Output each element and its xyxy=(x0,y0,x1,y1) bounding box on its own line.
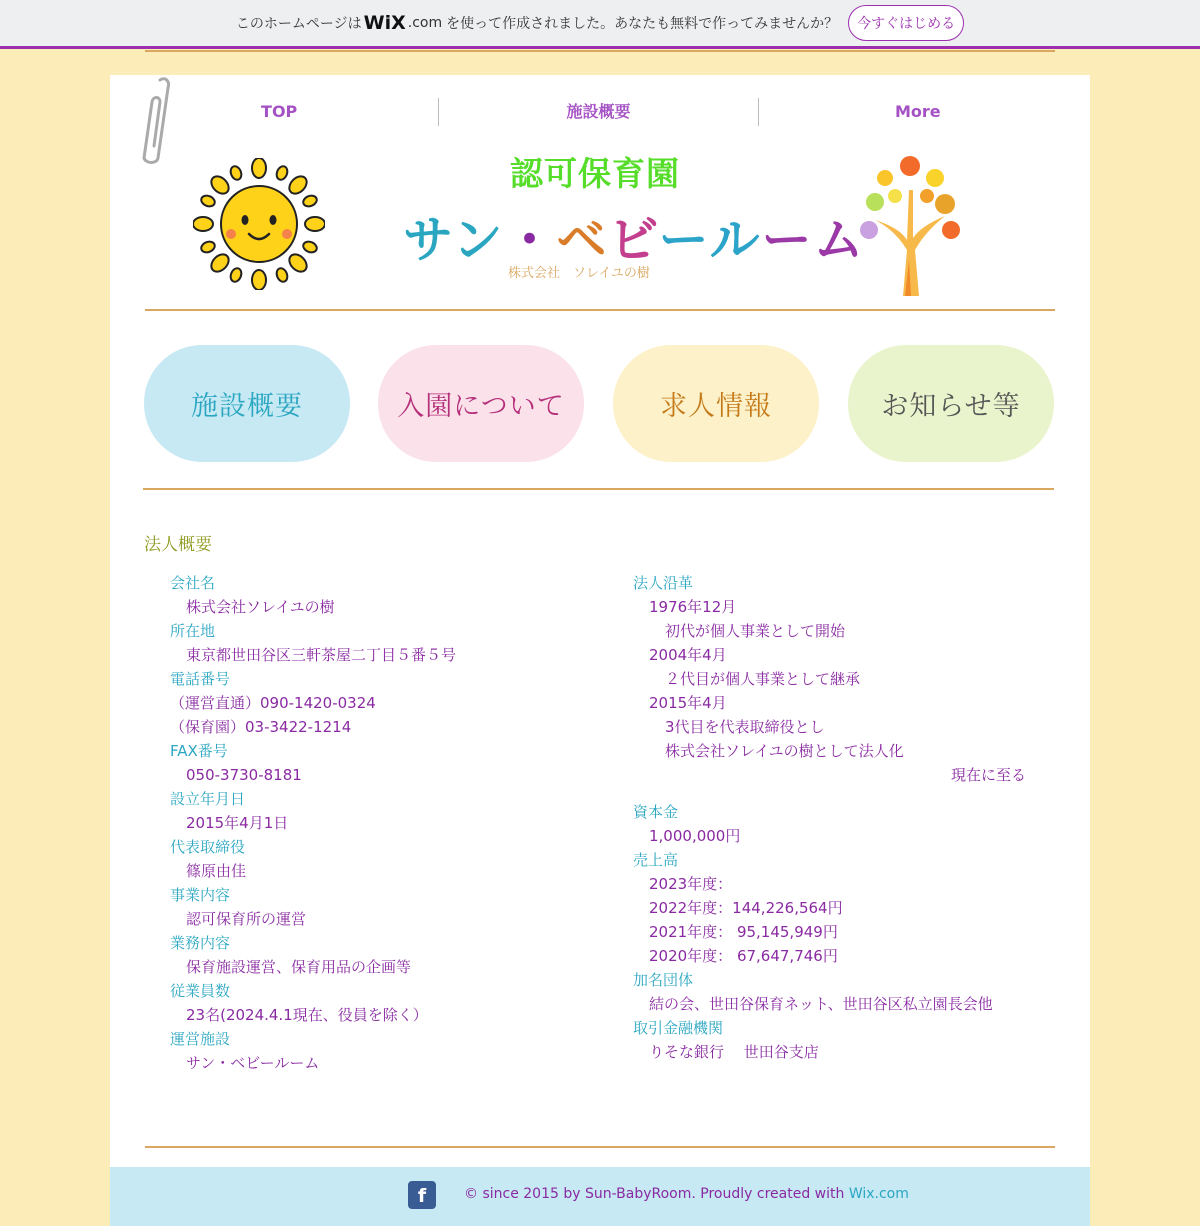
news-button[interactable]: お知らせ等 xyxy=(848,345,1054,462)
nav-top[interactable]: TOP xyxy=(261,102,298,121)
work-value: 保育施設運営、保育用品の企画等 xyxy=(186,958,412,976)
ceo-value: 篠原由佳 xyxy=(186,862,247,880)
title-part: ベ xyxy=(556,211,609,269)
fax-label: FAX番号 xyxy=(170,742,228,760)
footer-divider xyxy=(145,1146,1055,1148)
top-divider xyxy=(145,50,1055,52)
sales-row: 2022年度：144,226,564円 xyxy=(649,899,843,917)
spacer xyxy=(633,787,1026,800)
address-value: 東京都世田谷区三軒茶屋二丁目５番５号 xyxy=(186,646,457,664)
staff-value: 23名(2024.4.1現在、役員を除く） xyxy=(186,1006,428,1024)
top-nav xyxy=(120,98,1077,126)
tree-icon xyxy=(855,150,965,296)
wix-link[interactable]: Wix.com xyxy=(848,1186,909,1202)
history-text: 3代目を代表取締役とし xyxy=(665,718,825,736)
wix-banner xyxy=(0,0,1200,49)
admission-button[interactable]: 入園について xyxy=(378,345,584,462)
phone-label: 電話番号 xyxy=(170,670,231,688)
company-info-right xyxy=(633,571,1026,1064)
history-date: 1976年12月 xyxy=(649,598,737,616)
founded-label: 設立年月日 xyxy=(170,790,246,808)
facility-value: サン・ベビールーム xyxy=(186,1054,320,1072)
fax-value: 050-3730-8181 xyxy=(186,766,302,784)
history-date: 2004年4月 xyxy=(649,646,727,664)
business-value: 認可保育所の運営 xyxy=(186,910,307,928)
sun-icon xyxy=(193,158,325,290)
wix-logo[interactable]: WiX xyxy=(363,12,406,34)
capital-label: 資本金 xyxy=(633,803,679,821)
history-text: 初代が個人事業として開始 xyxy=(665,622,846,640)
company-info-left xyxy=(170,571,590,1075)
wix-logo-tld: .com xyxy=(407,15,443,31)
capital-value: 1,000,000円 xyxy=(649,827,741,845)
history-text: 株式会社ソレイユの樹として法人化 xyxy=(665,742,904,760)
history-date: 2015年4月 xyxy=(649,694,727,712)
title-part: ール xyxy=(658,211,762,269)
work-label: 業務内容 xyxy=(170,934,231,952)
title-part: ーム xyxy=(761,211,866,269)
sales-row: 2020年度： 67,647,746円 xyxy=(649,947,838,965)
wix-banner-prefix: このホームページは xyxy=(235,16,362,32)
footer-text: © since 2015 by Sun-BabyRoom. Proudly created with xyxy=(464,1186,849,1202)
phone-value-2: （保育園）03-3422-1214 xyxy=(170,718,352,736)
history-label: 法人沿革 xyxy=(633,574,694,592)
bank-label: 取引金融機関 xyxy=(633,1019,724,1037)
history-text: ２代目が個人事業として継承 xyxy=(665,670,861,688)
business-label: 事業内容 xyxy=(170,886,231,904)
ceo-label: 代表取締役 xyxy=(170,838,246,856)
facebook-icon[interactable]: f xyxy=(408,1181,436,1209)
sales-row: 2021年度： 95,145,949円 xyxy=(649,923,838,941)
start-now-button[interactable]: 今すぐはじめる xyxy=(848,5,964,41)
phone-value-1: （運営直通）090-1420-0324 xyxy=(170,694,376,712)
header-subtitle: 認可保育園 xyxy=(510,154,680,193)
facility-button[interactable]: 施設概要 xyxy=(144,345,350,462)
title-part: ビ xyxy=(608,211,659,269)
title-part: ・ xyxy=(504,211,557,269)
facility-label: 運営施設 xyxy=(170,1030,231,1048)
nav-facility[interactable]: 施設概要 xyxy=(566,102,631,121)
history-end: 現在に至る xyxy=(950,766,1026,784)
address-label: 所在地 xyxy=(170,622,216,640)
section-title: 法人概要 xyxy=(144,535,212,555)
nav-more[interactable]: More xyxy=(894,102,941,121)
footer-copyright xyxy=(464,1186,909,1202)
founded-value: 2015年4月1日 xyxy=(186,814,289,832)
bank-value: りそな銀行 世田谷支店 xyxy=(649,1043,819,1061)
sales-label: 売上高 xyxy=(633,851,679,869)
sales-row: 2023年度： xyxy=(649,875,733,893)
header-divider xyxy=(145,309,1055,311)
buttons-divider xyxy=(143,488,1054,490)
company-name-label: 会社名 xyxy=(170,574,216,592)
company-name-value: 株式会社ソレイユの樹 xyxy=(186,598,335,616)
header-company: 株式会社 ソレイユの樹 xyxy=(508,266,650,281)
title-part: サン xyxy=(403,211,505,269)
member-label: 加名団体 xyxy=(633,971,694,989)
member-value: 結の会、世田谷保育ネット、世田谷区私立園長会他 xyxy=(649,995,993,1013)
recruit-button[interactable]: 求人情報 xyxy=(613,345,819,462)
staff-label: 従業員数 xyxy=(170,982,231,1000)
wix-banner-suffix: を使って作成されました。あなたも無料で作ってみませんか？ xyxy=(446,16,839,32)
